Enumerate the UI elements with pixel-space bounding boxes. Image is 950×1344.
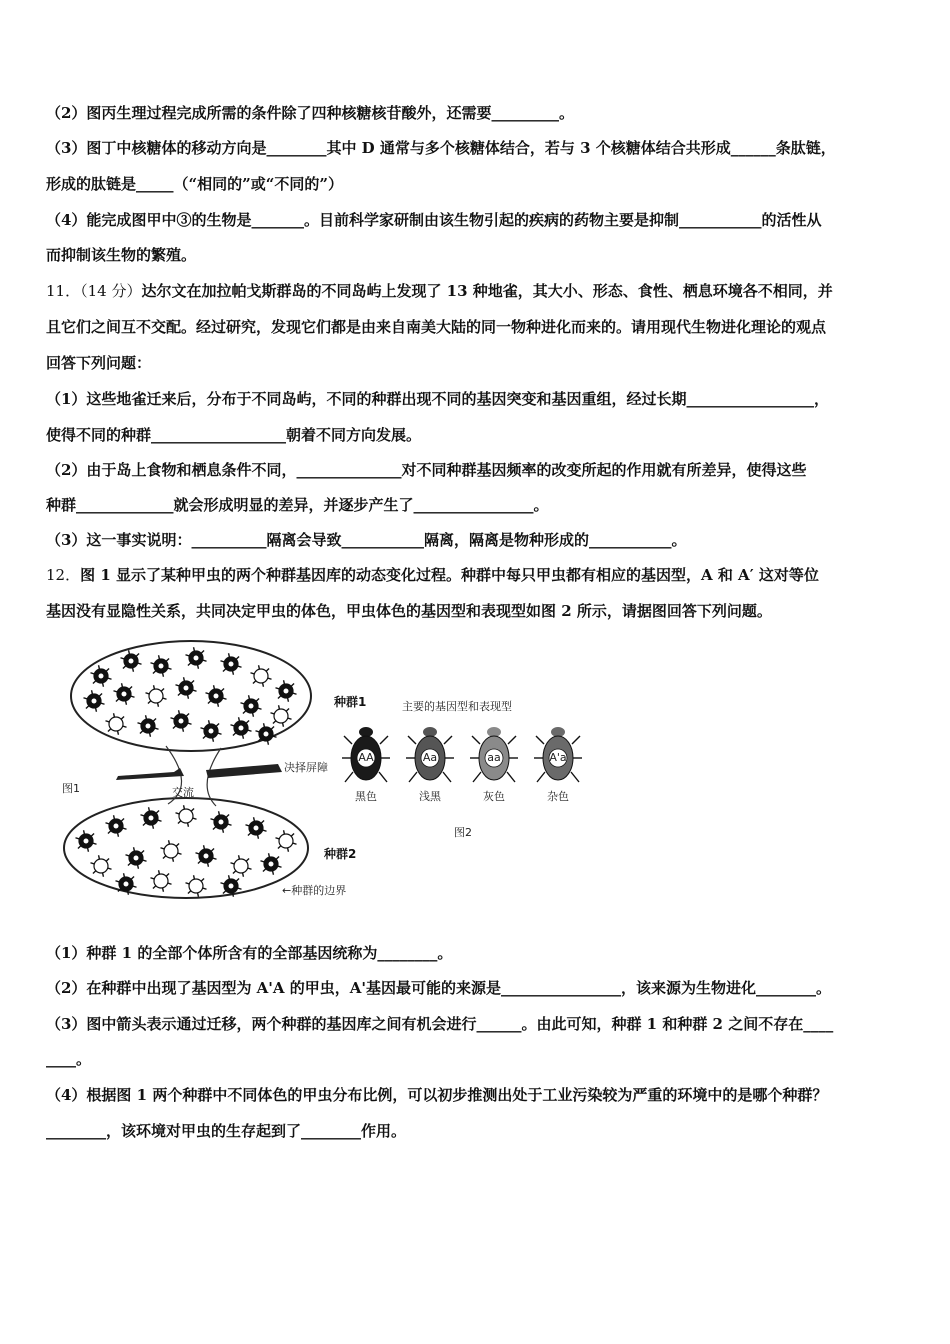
fig2-phenotype-label: 浅黑: [419, 790, 441, 803]
fig2-beetle-4: [534, 727, 582, 803]
q11-part3: （3）这一事实说明：__________隔离会导致___________隔离，隔离是物种形成的___________。: [46, 531, 687, 549]
q12-intro-line1: 12．图 1 显示了某种甲虫的两个种群基因库的动态变化过程。种群中每只甲虫都有相应的基因型，A 和 A′ 这对等位: [46, 566, 819, 584]
q10-part4-line1: （4）能完成图甲中③的生物是_______。目前科学家研制由该生物引起的疾病的药物主要是抑制___________的活性从: [46, 211, 822, 229]
pop1-label: 种群1: [334, 695, 367, 709]
boundary-label: ←种群的边界: [282, 884, 347, 897]
beetle-icon: [245, 817, 266, 838]
beetle-icon: [90, 665, 111, 686]
barrier-label: 决择屏障: [284, 761, 328, 774]
beetle-icon: [240, 695, 261, 716]
beetle-icon: [260, 853, 281, 874]
population2-beetles: [75, 805, 296, 896]
q12-number: 12．: [46, 566, 81, 584]
beetle-icon: [140, 807, 161, 828]
fig2-phenotype-label: 杂色: [547, 790, 569, 803]
q11-intro-line3: 回答下列问题：: [46, 354, 152, 372]
q11-part1-line2: 使得不同的种群__________________朝着不同方向发展。: [46, 426, 422, 444]
beetle-icon: [230, 717, 251, 738]
beetle-icon: [145, 685, 166, 706]
beetle-icon: [113, 683, 134, 704]
q12-part1: （1）种群 1 的全部个体所含有的全部基因统称为________。: [46, 944, 453, 962]
beetle-icon: [200, 720, 221, 741]
beetle-icon: [175, 805, 196, 826]
beetle-icon: [150, 870, 171, 891]
fig1-label: 图1: [62, 782, 80, 795]
q12-part2: （2）在种群中出现了基因型为 A'A 的甲虫，A'基因最可能的来源是________________，该来源为生物进化________。: [46, 979, 831, 997]
beetle-icon: [275, 680, 296, 701]
beetle-icon: [210, 811, 231, 832]
q11-intro-line1: 11．（14 分）达尔文在加拉帕戈斯群岛的不同岛屿上发现了 13 种地雀，其大小、形态、食性、栖息环境各不相同，并: [46, 282, 833, 300]
fig2-genotype-label: AA: [358, 751, 374, 764]
beetle-figure-svg: [56, 636, 596, 906]
q11-part2-line1: （2）由于岛上食物和栖息条件不同，______________对不同种群基因频率的改变所起的作用就有所差异，使得这些: [46, 461, 807, 479]
q12-intro-line2: 基因没有显隐性关系，共同决定甲虫的体色，甲虫体色的基因型和表现型如图 2 所示，请据图回答下列问题。: [46, 602, 772, 620]
exchange-label: 交流: [172, 786, 194, 799]
beetle-icon: [185, 875, 206, 896]
fig2-phenotype-label: 灰色: [483, 790, 505, 803]
barrier-left: [116, 768, 184, 780]
beetle-icon: [185, 647, 206, 668]
beetle-icon: [125, 847, 146, 868]
beetle-icon: [115, 873, 136, 894]
fig2-genotype-label: Aa: [422, 751, 438, 764]
fig2-phenotype-label: 黑色: [355, 790, 377, 803]
beetle-icon: [270, 705, 291, 726]
fig2-beetles: [342, 727, 582, 803]
fig2-label: 图2: [454, 826, 472, 839]
beetle-icon: [90, 855, 111, 876]
q11-number: 11．（14 分）: [46, 282, 142, 300]
beetle-icon: [230, 855, 251, 876]
q12-part3-line2: ____。: [46, 1050, 92, 1068]
beetle-icon: [105, 713, 126, 734]
beetle-figure: [56, 636, 596, 906]
beetle-icon: [150, 655, 171, 676]
beetle-icon: [160, 840, 181, 861]
beetle-icon: [250, 665, 271, 686]
beetle-icon: [75, 830, 96, 851]
beetle-icon: [105, 815, 126, 836]
fig2-title: 主要的基因型和表现型: [402, 700, 512, 713]
q12-part4-line2: ________，该环境对甲虫的生存起到了________作用。: [46, 1122, 407, 1140]
beetle-icon: [120, 650, 141, 671]
fig2-beetle-1: [342, 727, 390, 803]
fig2-beetle-3: [470, 727, 518, 803]
beetle-icon: [205, 685, 226, 706]
q11-intro-line2: 且它们之间互不交配。经过研究，发现它们都是由来自南美大陆的同一物种进化而来的。请用现代生物进化理论的观点: [46, 318, 827, 336]
beetle-icon: [137, 715, 158, 736]
beetle-icon: [83, 690, 104, 711]
q10-part3-line1: （3）图丁中核糖体的移动方向是________其中 D 通常与多个核糖体结合，若与 3 个核糖体结合共形成______条肽链，: [46, 139, 836, 157]
q12-part3-line1: （3）图中箭头表示通过迁移，两个种群的基因库之间有机会进行______。由此可知，种群 1 和种群 2 之间不存在____: [46, 1015, 834, 1033]
beetle-icon: [170, 710, 191, 731]
q10-part3-line2: 形成的肽链是_____（“相同的”或“不同的”）: [46, 175, 344, 193]
q11-part2-line2: 种群_____________就会形成明显的差异，并逐步产生了________________。: [46, 496, 549, 514]
fig2-beetle-2: [406, 727, 454, 803]
q12-part4-line1: （4）根据图 1 两个种群中不同体色的甲虫分布比例，可以初步推测出处于工业污染较为严重的环境中的是哪个种群？: [46, 1086, 828, 1104]
fig2-genotype-label: aa: [487, 751, 501, 764]
beetle-icon: [175, 677, 196, 698]
pop2-label: 种群2: [324, 847, 357, 861]
barrier-right: [206, 764, 282, 778]
q10-part2: （2）图丙生理过程完成所需的条件除了四种核糖核苷酸外，还需要_________。: [46, 104, 574, 122]
population1-beetles: [83, 647, 296, 744]
q11-part1-line1: （1）这些地雀迁来后，分布于不同岛屿，不同的种群出现不同的基因突变和基因重组，经过长期_________________，: [46, 390, 829, 408]
beetle-icon: [220, 653, 241, 674]
beetle-icon: [255, 723, 276, 744]
q10-part4-line2: 而抑制该生物的繁殖。: [46, 246, 197, 264]
beetle-icon: [275, 830, 296, 851]
beetle-icon: [195, 845, 216, 866]
fig2-genotype-label: A'a: [549, 751, 567, 764]
